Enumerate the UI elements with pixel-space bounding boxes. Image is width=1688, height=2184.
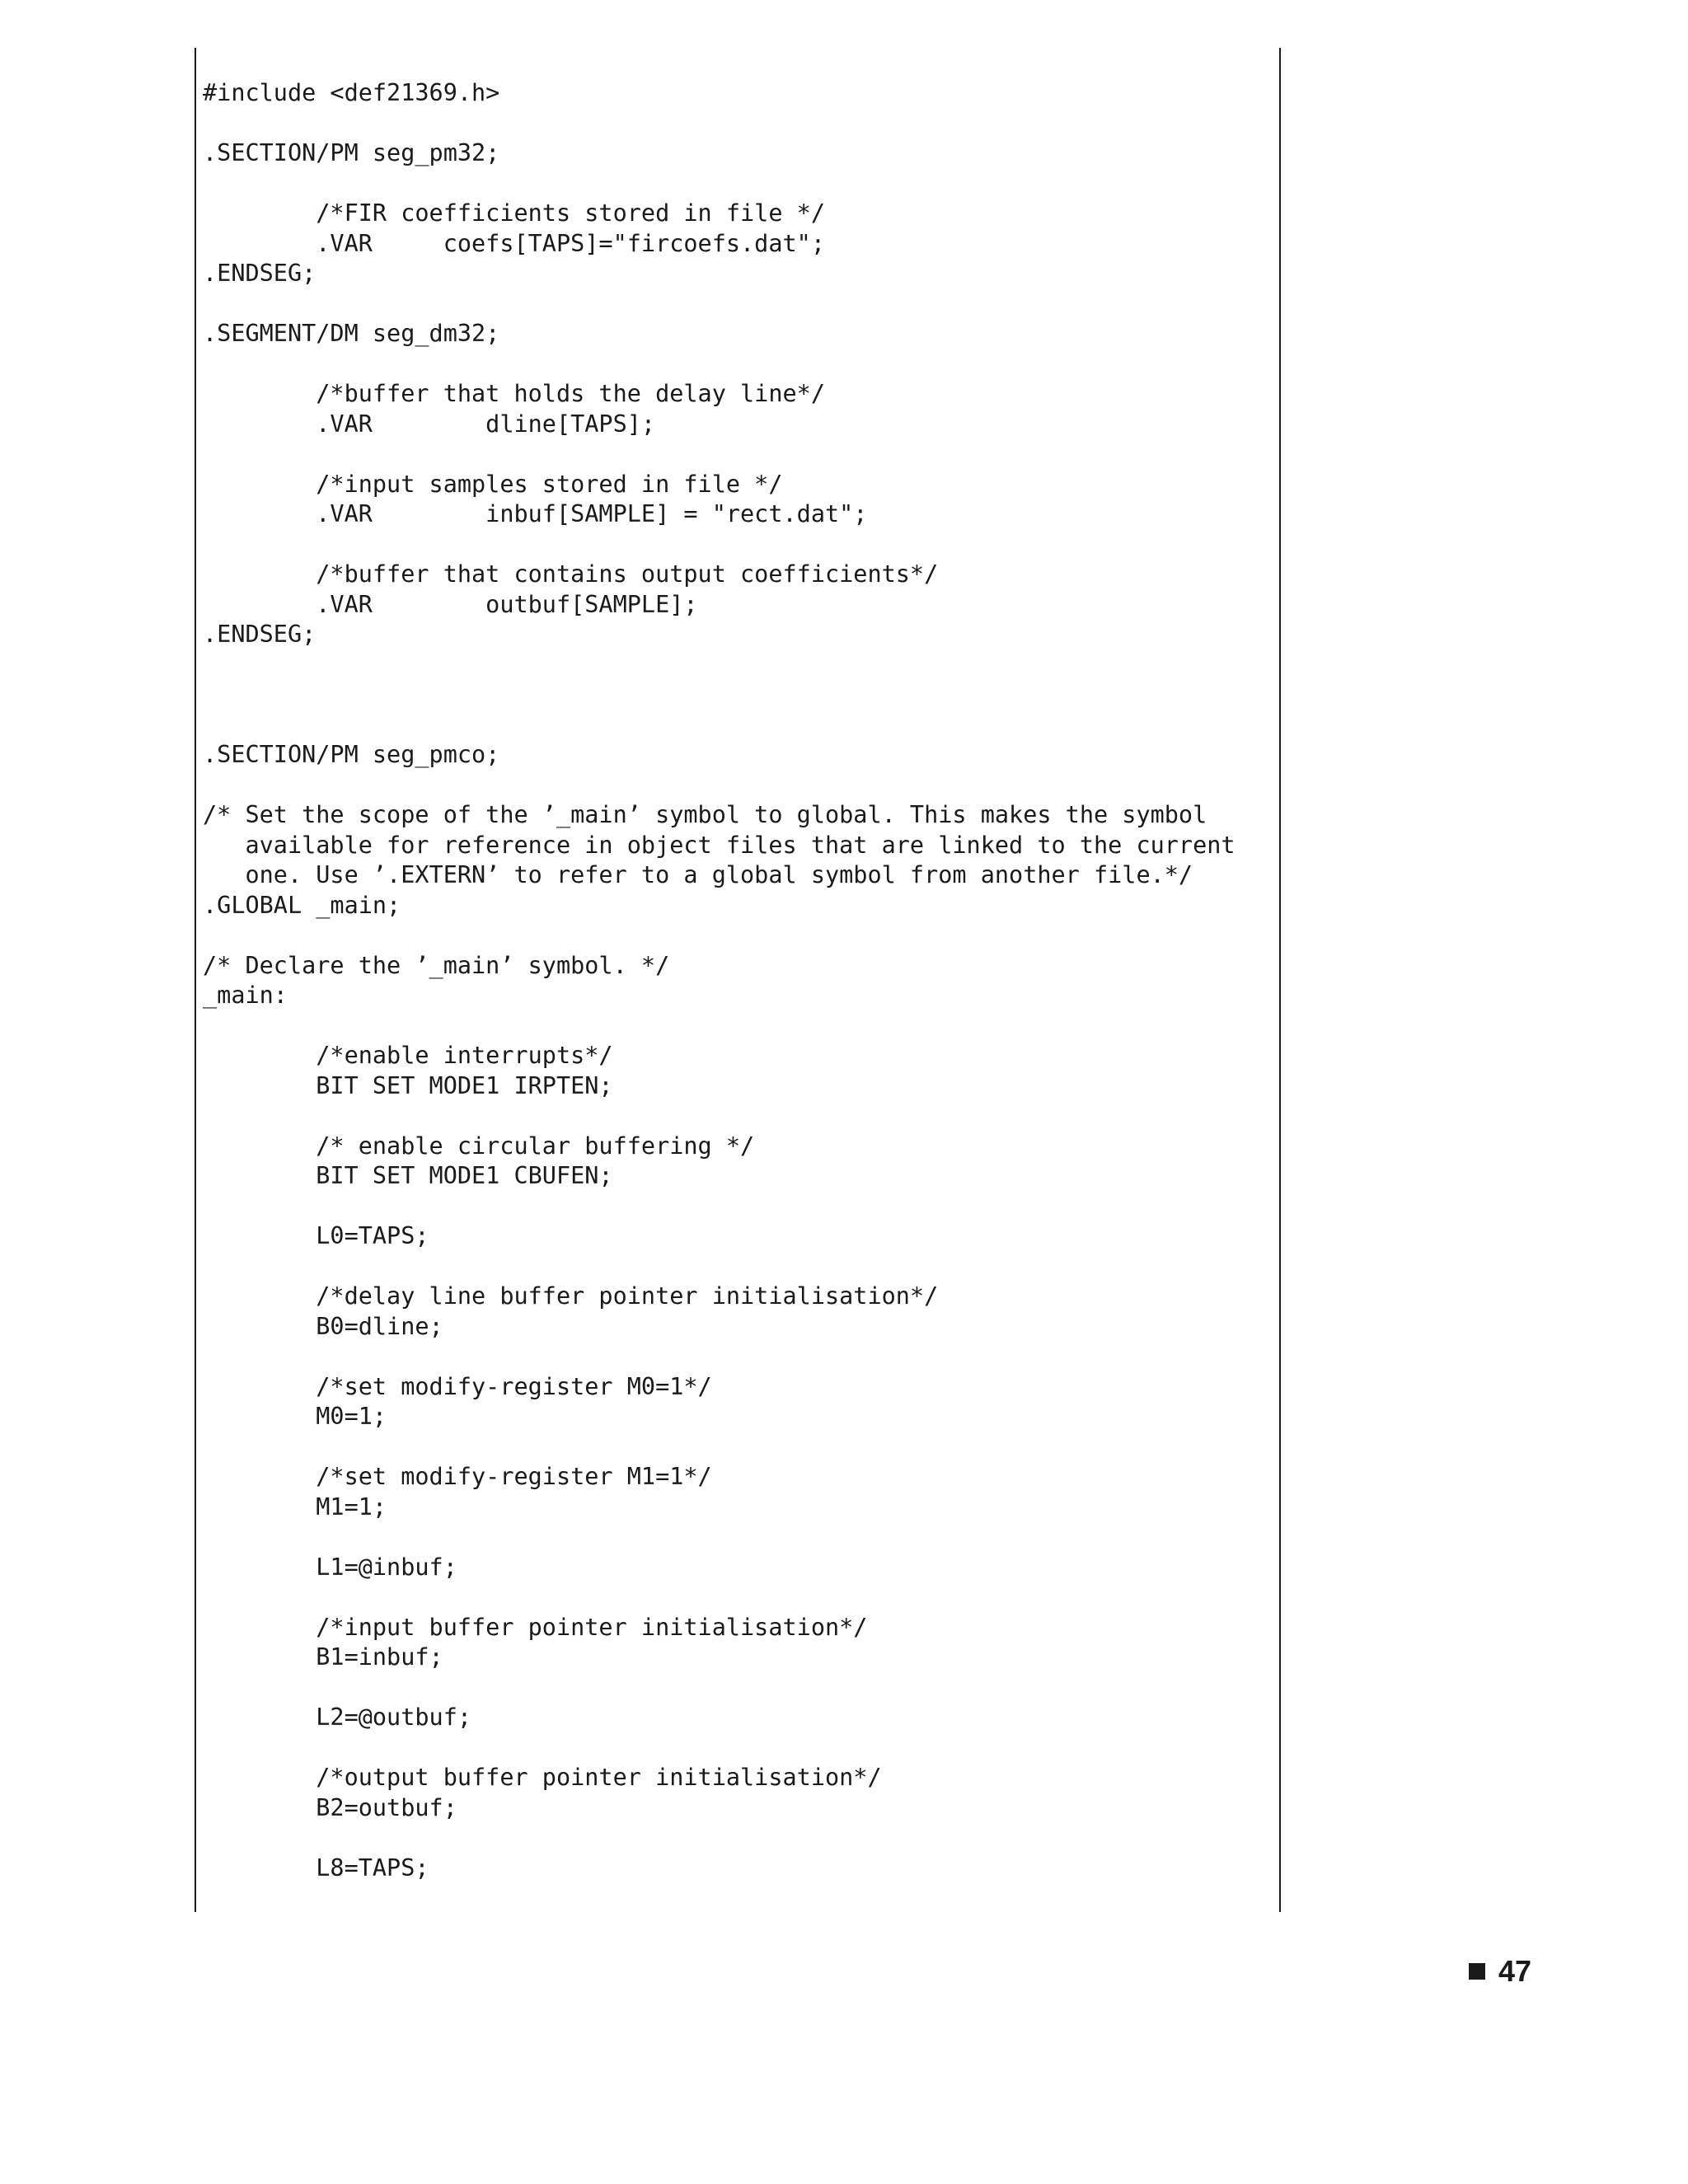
code-line	[203, 1733, 1236, 1764]
code-line: _main:	[203, 982, 288, 1009]
code-line	[203, 1522, 1236, 1553]
code-line: /*input buffer pointer initialisation*/	[203, 1613, 868, 1641]
code-line	[203, 109, 1236, 139]
code-line	[203, 1823, 1236, 1854]
code-line: .VAR dline[TAPS];	[203, 410, 656, 438]
code-line: one. Use ’.EXTERN’ to refer to a global symbol from another file.*/	[203, 861, 1193, 888]
code-line: .GLOBAL _main;	[203, 891, 401, 919]
code-line: /* enable circular buffering */	[203, 1132, 755, 1160]
code-line	[203, 439, 1236, 470]
code-line: .ENDSEG;	[203, 621, 316, 648]
code-line: /*input samples stored in file */	[203, 470, 783, 498]
code-line: /*set modify-register M1=1*/	[203, 1463, 712, 1490]
code-line: .SEGMENT/DM seg_dm32;	[203, 320, 500, 347]
code-line	[203, 289, 1236, 320]
code-line	[203, 1342, 1236, 1372]
code-line: #include <def21369.h>	[203, 79, 500, 106]
page-number: 47	[1498, 1954, 1532, 1988]
code-line: M0=1;	[203, 1403, 387, 1430]
code-line: .SECTION/PM seg_pm32;	[203, 139, 500, 166]
code-line: L1=@inbuf;	[203, 1553, 457, 1581]
code-line: L0=TAPS;	[203, 1222, 429, 1249]
code-line: BIT SET MODE1 CBUFEN;	[203, 1162, 613, 1189]
code-line: available for reference in object files that are linked to the current	[203, 831, 1236, 859]
code-line	[203, 1432, 1236, 1463]
code-line	[203, 1011, 1236, 1042]
code-line: /* Declare the ’_main’ symbol. */	[203, 951, 670, 979]
code-listing	[203, 78, 1236, 1883]
code-line	[203, 1582, 1236, 1613]
code-line: /*set modify-register M0=1*/	[203, 1372, 712, 1400]
code-line: B2=outbuf;	[203, 1793, 457, 1821]
code-line: L2=@outbuf;	[203, 1704, 472, 1731]
code-line: .ENDSEG;	[203, 260, 316, 287]
code-line	[203, 349, 1236, 380]
code-line	[203, 1101, 1236, 1132]
code-line: /*buffer that contains output coefficients*/	[203, 560, 939, 588]
code-line: /*buffer that holds the delay line*/	[203, 380, 825, 407]
code-line: L8=TAPS;	[203, 1854, 429, 1882]
code-line: .VAR inbuf[SAMPLE] = "rect.dat";	[203, 500, 868, 527]
code-line: /*output buffer pointer initialisation*/	[203, 1764, 882, 1791]
code-line: .VAR coefs[TAPS]="fircoefs.dat";	[203, 229, 825, 257]
code-line: /*FIR coefficients stored in file */	[203, 199, 825, 227]
code-line	[203, 530, 1236, 560]
code-line: .VAR outbuf[SAMPLE];	[203, 590, 698, 618]
code-line: B1=inbuf;	[203, 1643, 443, 1671]
code-line	[203, 1192, 1236, 1222]
code-line: /*enable interrupts*/	[203, 1042, 613, 1069]
code-line	[203, 710, 1236, 741]
page-footer	[1469, 1955, 1531, 1988]
code-line	[203, 771, 1236, 801]
code-line: BIT SET MODE1 IRPTEN;	[203, 1071, 613, 1099]
code-line: .SECTION/PM seg_pmco;	[203, 741, 500, 768]
code-line	[203, 1673, 1236, 1704]
code-line	[203, 169, 1236, 199]
code-line	[203, 921, 1236, 951]
code-line: /*delay line buffer pointer initialisation*/	[203, 1282, 939, 1310]
code-line	[203, 1252, 1236, 1282]
code-line: /* Set the scope of the ’_main’ symbol to global. This makes the symbol	[203, 801, 1207, 828]
square-icon	[1469, 1963, 1485, 1980]
code-line: M1=1;	[203, 1493, 387, 1521]
code-line	[203, 650, 1236, 681]
code-line	[203, 680, 1236, 710]
code-line: B0=dline;	[203, 1312, 443, 1340]
